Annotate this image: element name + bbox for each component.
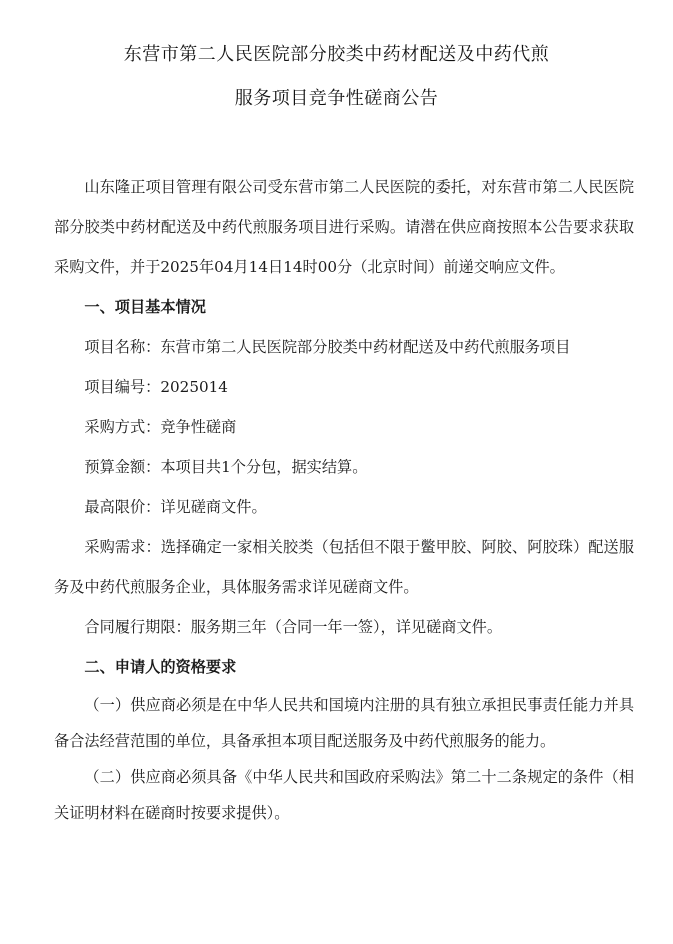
maximum-price: 最高限价：详见磋商文件。 [84,498,267,516]
intro-paragraph: 山东隆正项目管理有限公司受东营市第二人民医院的委托，对东营市第二人民医院部分胶类中药材配送及中药代煎服务项目进行采购。请潜在供应商按照本公告要求获取采购文件，并于2025年04月14日14时00分（北京时间）前递交响应文件。 [54,178,634,276]
document-title-line-2: 服务项目竞争性磋商公告 [234,88,439,109]
section-1-heading: 一、项目基本情况 [84,298,206,316]
project-number: 项目编号：2025014 [84,378,228,396]
procurement-demand: 采购需求：选择确定一家相关胶类（包括但不限于鳖甲胶、阿胶、阿胶珠）配送服务及中药代煎服务企业，具体服务需求详见磋商文件。 [54,538,634,596]
project-name: 项目名称：东营市第二人民医院部分胶类中药材配送及中药代煎服务项目 [84,338,571,356]
document-title-line-1: 东营市第二人民医院部分胶类中药材配送及中药代煎 [123,44,550,65]
procurement-method: 采购方式：竞争性磋商 [84,418,237,436]
qualification-item-1: （一）供应商必须是在中华人民共和国境内注册的具有独立承担民事责任能力并具备合法经营范围的单位，具备承担本项目配送服务及中药代煎服务的能力。 [54,696,634,750]
document-body [54,167,634,831]
contract-period: 合同履行期限：服务期三年（合同一年一签），详见磋商文件。 [84,618,503,636]
budget-amount: 预算金额：本项目共1个分包，据实结算。 [84,458,368,476]
section-2-heading: 二、申请人的资格要求 [84,658,237,676]
qualification-item-2: （二）供应商必须具备《中华人民共和国政府采购法》第二十二条规定的条件（相关证明材料在磋商时按要求提供）。 [54,768,634,822]
